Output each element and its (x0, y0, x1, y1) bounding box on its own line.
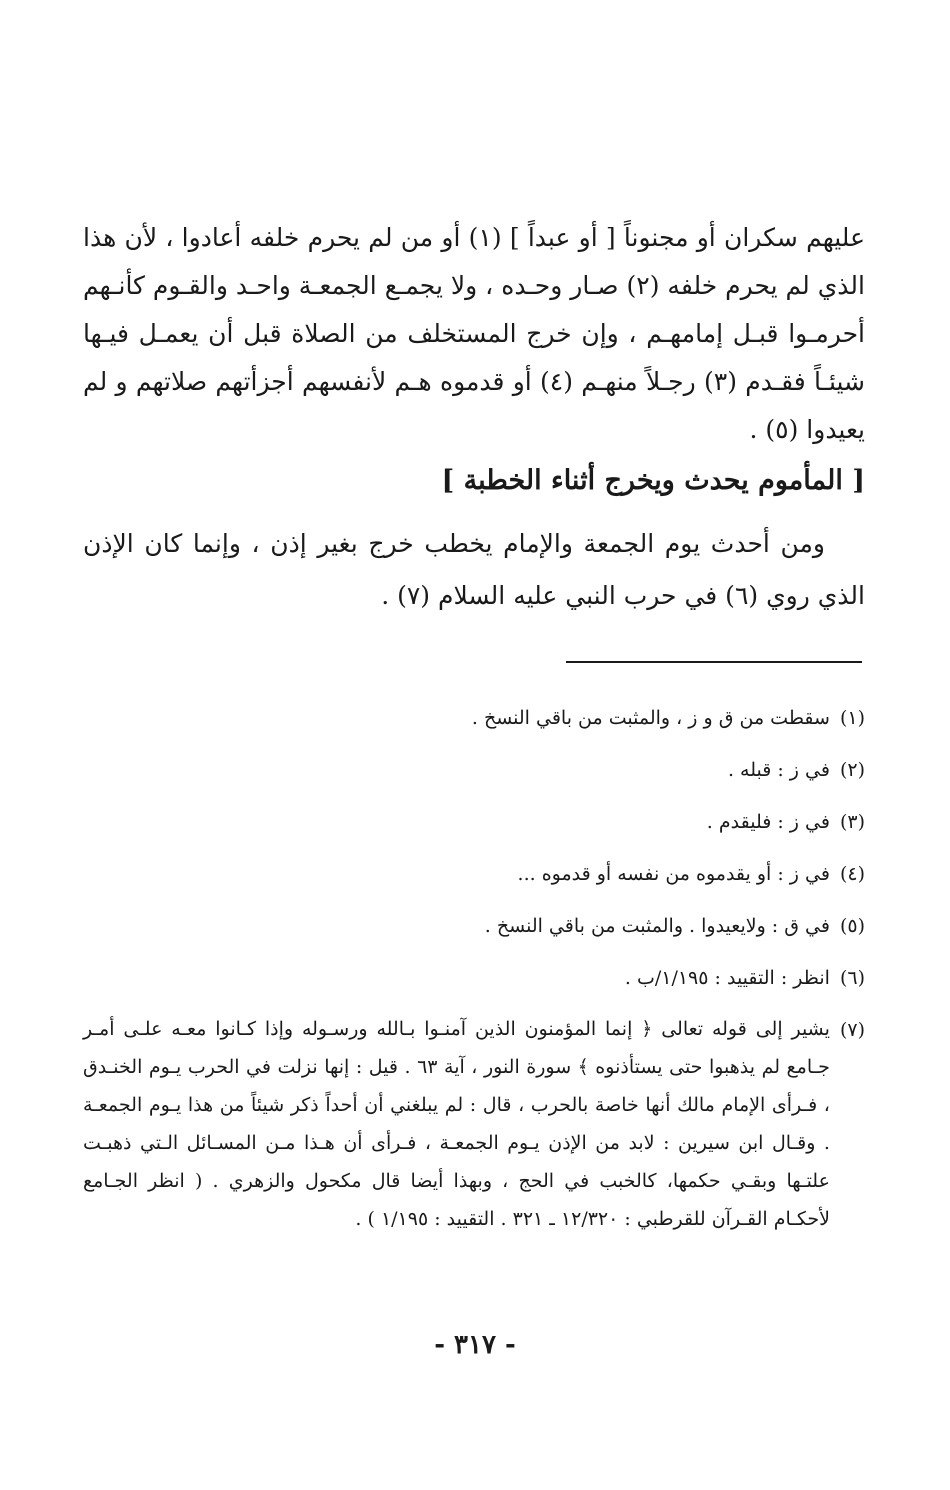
page-number: - ٣١٧ - (434, 1330, 516, 1360)
footnote-text: سقطت من ق و ز ، والمثبت من باقي النسخ . (471, 707, 830, 729)
footnote-number: (٢) (839, 759, 865, 781)
footnote-2 (83, 750, 865, 790)
footnote-text: في ز : أو يقدموه من نفسه أو قدموه ... (517, 863, 830, 885)
footnote-3 (83, 802, 865, 842)
footnote-text: في ز : قبله . (727, 759, 830, 781)
section-heading: [ المأموم يحدث ويخرج أثناء الخطبة ] (441, 465, 865, 496)
footnote-number: (٤) (839, 863, 865, 885)
footnote-number: (٣) (839, 811, 865, 833)
footnote-text: في ق : ولايعيدوا . والمثبت من باقي النسخ . (484, 915, 830, 937)
footnote-number: (٦) (839, 967, 865, 989)
footnote-7 (83, 1010, 865, 1238)
footnote-1 (83, 698, 865, 738)
footnote-number: (١) (839, 707, 865, 729)
footnote-number: (٧) (839, 1019, 865, 1041)
footnote-text: انظر : التقييد : ١/١٩٥/ب . (624, 967, 830, 989)
footnote-4 (83, 854, 865, 894)
footnote-text: في ز : فليقدم . (706, 811, 830, 833)
footnotes-list (83, 698, 865, 1250)
footnote-text: يشير إلى قوله تعالى ﴿ إنما المؤمنون الذين آمنـوا بـالله ورسـوله وإذا كـانوا معـه علـى أمـر جـامع لم يذهبوا حتى يستأذنوه ﴾ سورة النور ، آية ٦٣ . قيل : إنها نزلت في الحرب يـوم الخنـدق ، فـرأى الإمام مالك أنها خاصة بالحرب ، قال : لم يبلغني أن أحداً ذكر شيئاً من هذا يـوم الجمعـة . وقـال ابن سيرين : لابد من الإذن يـوم الجمعـة ، فـرأى أن هـذا مـن المسـائل الـتي ذهبـت علتـها وبقـي حكمها، كالخبب في الحج ، وبهذا أيضا قال مكحول والزهري . ( انظر الجـامع لأحكـام القـرآن للقرطبي : ١٢/٣٢٠ ـ ٣٢١ . التقييد : ١/١٩٥ ) . (83, 1018, 830, 1230)
footnote-separator (566, 661, 862, 663)
footnote-5 (83, 906, 865, 946)
paragraph-2: ومن أحدث يوم الجمعة والإمام يخطب خرج بغير إذن ، وإنما كان الإذن الذي روي (٦) في حرب النبي عليه السلام (٧) . (83, 529, 865, 610)
footnote-6 (83, 958, 865, 998)
footnote-number: (٥) (839, 915, 865, 937)
paragraph-1: عليهم سكران أو مجنوناً [ أو عبداً ] (١) أو من لم يحرم خلفه أعادوا ، لأن هذا الذي لم يحرم خلفه (٢) صـار وحـده ، ولا يجمـع الجمعـة واحـد والقـوم كأنـهم أحرمـوا قبـل إمامهـم ، وإن خرج المستخلف من الصلاة قبل أن يعمـل فيـها شيئـاً فقـدم (٣) رجـلاً منهـم (٤) أو قدموه هـم لأنفسهم أجزأتهم صلاتهم و لم يعيدوا (٥) . (83, 223, 865, 444)
main-text (83, 214, 865, 622)
